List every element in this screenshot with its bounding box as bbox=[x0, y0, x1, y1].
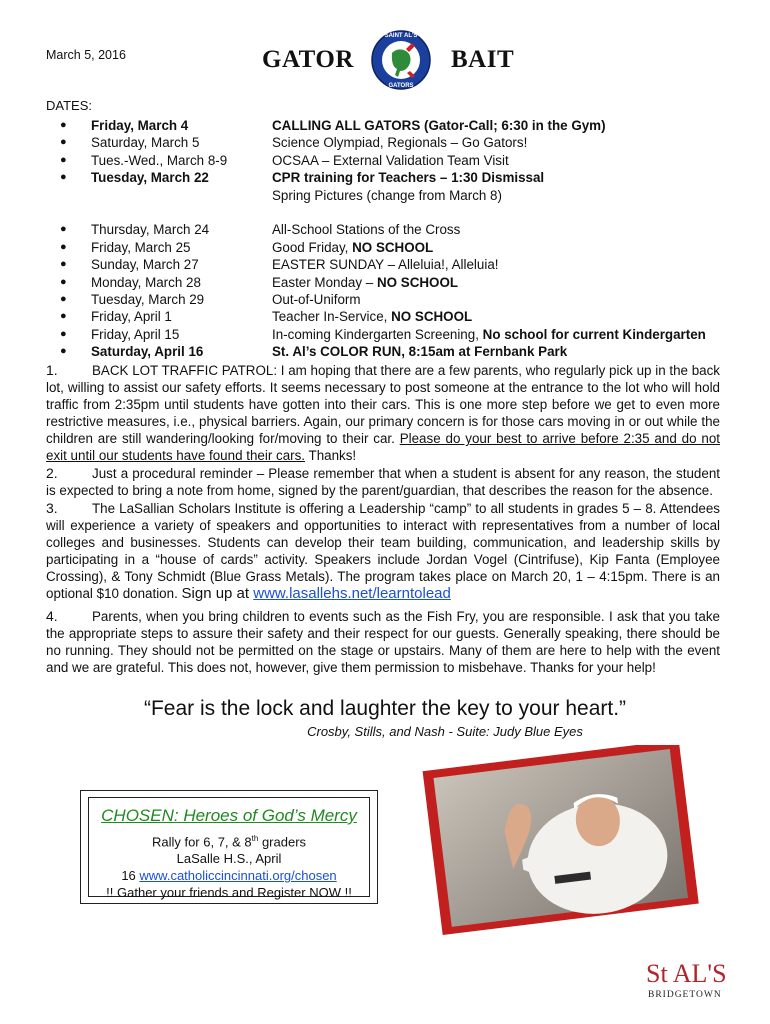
event-text: Good Friday, bbox=[272, 239, 353, 255]
event-desc: St. Al’s COLOR RUN, 8:15am at Fernbank Park bbox=[272, 344, 568, 360]
paragraph-text: Parents, when you bring children to events such as the Fish Fry, you are responsible. I ask that you take the appropriate steps to assure their safety and their respect for our guests. Generally speaking, there should be no running. They should not be permitted on the stage or upstairs. Many of them are here to help with the event and we are grateful. This does not, however, give them permission to misbehave. Thanks for your help! bbox=[46, 609, 720, 676]
paragraph-number: 1. bbox=[46, 362, 58, 378]
paragraph-underlined: Please do your best to arrive before 2:35 and do not exit until our students have found their cars. bbox=[46, 431, 720, 464]
event-date: Thursday, March 24 bbox=[91, 222, 210, 238]
title-gator: GATOR bbox=[262, 46, 354, 73]
event-desc: All-School Stations of the Cross bbox=[272, 222, 461, 238]
promo-day: 16 bbox=[121, 868, 140, 884]
event-date: Sunday, March 27 bbox=[91, 257, 199, 273]
event-text: Easter Monday – bbox=[272, 274, 377, 290]
event-item bbox=[60, 169, 760, 186]
stals-sub: BRIDGETOWN bbox=[648, 990, 722, 1000]
promo-line-register: !! Gather your friends and Register NOW !! bbox=[106, 885, 352, 901]
event-desc: Out-of-Uniform bbox=[272, 292, 361, 308]
event-text: In-coming Kindergarten Screening, bbox=[272, 326, 483, 342]
event-desc: OCSAA – External Validation Team Visit bbox=[272, 152, 509, 168]
bullet-icon: ● bbox=[60, 327, 67, 340]
title-bait: BAIT bbox=[451, 46, 515, 73]
paragraph-1 bbox=[46, 362, 720, 465]
pope-photo bbox=[410, 745, 710, 935]
event-emphasis: No school for current Kindergarten bbox=[482, 326, 706, 342]
event-desc bbox=[272, 274, 458, 291]
event-desc: CPR training for Teachers – 1:30 Dismissal bbox=[272, 170, 545, 186]
event-date: Saturday, April 16 bbox=[91, 344, 204, 360]
paragraph-number: 2. bbox=[46, 465, 58, 481]
event-emphasis: NO SCHOOL bbox=[352, 239, 434, 255]
events-list bbox=[60, 117, 760, 361]
paragraph-number: 3. bbox=[46, 500, 58, 516]
event-item bbox=[60, 291, 760, 308]
event-item bbox=[60, 274, 760, 291]
logo-text-top: SAINT AL'S bbox=[384, 33, 418, 39]
event-item bbox=[60, 134, 760, 151]
promo-line-link bbox=[89, 867, 369, 884]
event-emphasis: NO SCHOOL bbox=[391, 309, 473, 325]
event-item bbox=[60, 117, 760, 134]
paragraph-number: 4. bbox=[46, 608, 58, 624]
event-item bbox=[60, 326, 760, 343]
event-date: Friday, April 15 bbox=[91, 326, 180, 342]
event-desc bbox=[272, 308, 472, 325]
event-desc: Spring Pictures (change from March 8) bbox=[272, 187, 502, 203]
paragraph-text: BACK LOT TRAFFIC PATROL: I am hoping that there are a few parents, who regularly pick up in the back lot, willing to assist our safety efforts. It seems necessary to post someone at the entrance to the lot who will hold traffic from 2:35pm until students have gotten into their cars. This is one more step before we get to even more restrictive measures, i.e., physical barriers. Again, our primary concern is for those cars moving in or out while the children are still wandering/looking for/moving to their car. bbox=[46, 363, 720, 447]
stals-mark: St AL'S bbox=[646, 959, 727, 988]
logo-text-bottom: GATORS bbox=[388, 83, 414, 89]
bullet-icon: ● bbox=[60, 171, 67, 184]
paragraph-text: The LaSallian Scholars Institute is offering a Leadership “camp” to all students in grades 5 – 8. Attendees will experience a variety of speakers and opportunities to interact with representatives from a number of local colleges and businesses. Students can develop their team building, communication, and leadership skills by participating in a “house of cards” activity. Speakers include Jordan Vogel (Cintrifuse), Kip Fanta (Employee Crossing), & Tony Schmidt (Blue Grass Metals). The program takes place on March 20, 1 – 4:15pm. There is an optional $10 donation. bbox=[46, 501, 720, 602]
event-date: Tuesday, March 22 bbox=[91, 170, 209, 186]
event-desc: Science Olympiad, Regionals – Go Gators! bbox=[272, 135, 528, 151]
paragraph-text-end: Thanks! bbox=[305, 448, 357, 464]
learntolead-link[interactable]: www.lasallehs.net/learntolead bbox=[253, 585, 451, 603]
saint-als-gators-logo bbox=[370, 25, 432, 95]
event-item bbox=[60, 343, 760, 360]
event-item bbox=[60, 308, 760, 325]
dates-label: DATES: bbox=[46, 98, 92, 113]
bullet-icon: ● bbox=[60, 223, 67, 236]
event-date: Friday, April 1 bbox=[91, 309, 172, 325]
event-desc bbox=[272, 239, 433, 256]
promo-rally-grades: graders bbox=[258, 834, 307, 850]
event-item bbox=[60, 152, 760, 169]
bullet-icon: ● bbox=[60, 345, 67, 358]
event-date: Monday, March 28 bbox=[91, 274, 201, 290]
paragraph-3 bbox=[46, 500, 720, 603]
event-date: Friday, March 25 bbox=[91, 239, 191, 255]
bullet-icon: ● bbox=[60, 136, 67, 149]
event-item-continuation bbox=[60, 187, 760, 204]
bullet-icon: ● bbox=[60, 240, 67, 253]
event-item bbox=[60, 239, 760, 256]
paragraph-2 bbox=[46, 465, 720, 499]
quote-text: “Fear is the lock and laughter the key to your heart.” bbox=[143, 697, 627, 720]
event-item bbox=[60, 256, 760, 273]
signup-label: Sign up at bbox=[181, 585, 254, 603]
promo-line-rally bbox=[89, 830, 369, 850]
event-date: Saturday, March 5 bbox=[91, 135, 200, 151]
st-als-bridgetown-logo bbox=[640, 952, 740, 1002]
paragraph-text: Just a procedural reminder – Please remember that when a student is absent for any reason, the student is expected to bring a note from home, signed by the parent/guardian, that describes the reason for the absence. bbox=[46, 466, 720, 499]
newsletter-date: March 5, 2016 bbox=[46, 48, 126, 62]
promo-rally-text: Rally for 6, 7, & 8 bbox=[151, 834, 252, 850]
bullet-icon: ● bbox=[60, 153, 67, 166]
bullet-icon: ● bbox=[60, 310, 67, 323]
promo-line-location: LaSalle H.S., April bbox=[176, 851, 282, 867]
paragraph-4 bbox=[46, 608, 720, 676]
bullet-icon: ● bbox=[60, 293, 67, 306]
event-text: Teacher In-Service, bbox=[272, 309, 392, 325]
event-date: Friday, March 4 bbox=[91, 118, 189, 133]
quote-attribution: Crosby, Stills, and Nash - Suite: Judy Blue Eyes bbox=[307, 724, 583, 739]
event-emphasis: NO SCHOOL bbox=[376, 274, 459, 290]
event-desc: EASTER SUNDAY – Alleluia!, Alleluia! bbox=[272, 257, 499, 273]
chosen-link[interactable]: www.catholiccincinnati.org/chosen bbox=[139, 868, 337, 884]
promo-rally-sup: th bbox=[251, 834, 259, 843]
event-date: Tues.-Wed., March 8-9 bbox=[91, 152, 228, 168]
bullet-icon: ● bbox=[60, 119, 67, 131]
event-date: Tuesday, March 29 bbox=[91, 292, 205, 308]
promo-title: CHOSEN: Heroes of God’s Mercy bbox=[101, 806, 357, 825]
promo-box bbox=[88, 797, 370, 901]
event-desc: CALLING ALL GATORS (Gator-Call; 6:30 in the Gym) bbox=[272, 118, 606, 133]
bullet-icon: ● bbox=[60, 275, 67, 288]
bullet-icon: ● bbox=[60, 258, 67, 271]
event-item bbox=[60, 221, 760, 238]
event-desc bbox=[272, 326, 706, 343]
